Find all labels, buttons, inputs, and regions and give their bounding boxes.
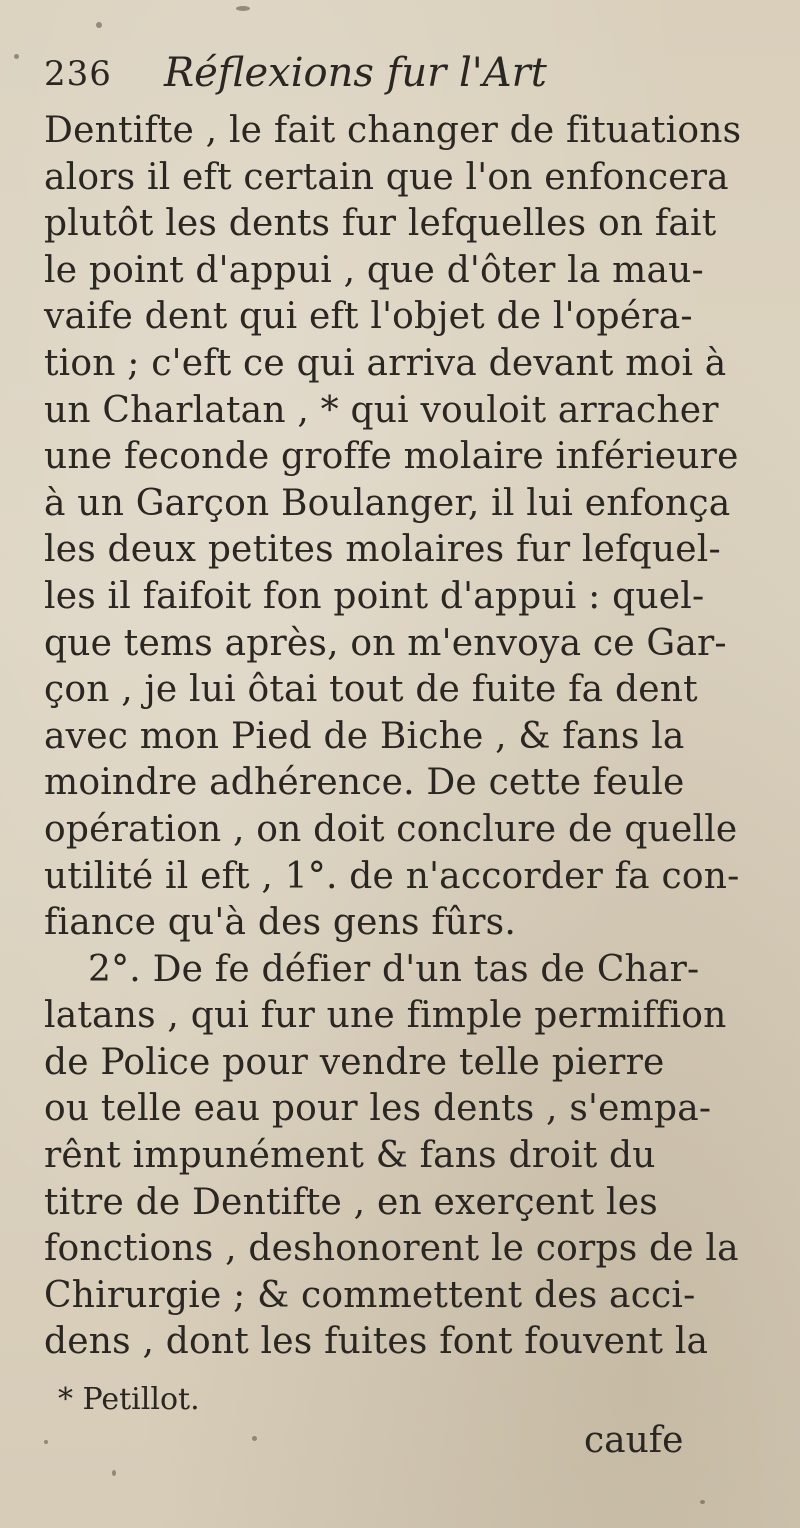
text-line: avec mon Pied de Biche , & fans la xyxy=(44,715,685,757)
text-line: une feconde groffe molaire inférieure xyxy=(44,436,739,478)
text-line: les deux petites molaires fur lefquel- xyxy=(44,529,721,571)
catchword: caufe xyxy=(584,1420,684,1461)
text-line: à un Garçon Boulanger, il lui enfonça xyxy=(44,482,731,524)
text-line: rênt impunément & fans droit du xyxy=(44,1135,656,1177)
running-title: Réflexions fur l'Art xyxy=(164,50,547,96)
ink-speck xyxy=(112,1470,116,1476)
text-line: Dentifte , le fait changer de fituations xyxy=(44,110,742,151)
ink-speck xyxy=(700,1500,705,1504)
text-line: çon , je lui ôtai tout de fuite fa dent xyxy=(44,669,698,711)
ink-speck xyxy=(96,22,102,28)
text-line: utilité il eft , 1°. de n'accorder fa con- xyxy=(44,855,740,897)
ink-speck xyxy=(14,54,19,59)
ink-speck xyxy=(236,6,250,11)
text-line: Chirurgie ; & commettent des acci- xyxy=(44,1274,696,1316)
text-line: 2°. De fe défier d'un tas de Char- xyxy=(88,948,700,990)
text-line: alors il eft certain que l'on enfoncera xyxy=(44,156,729,198)
footnote: * Petillot. xyxy=(58,1382,200,1417)
text-line: que tems après, on m'envoya ce Gar- xyxy=(44,622,727,664)
text-line: plutôt les dents fur lefquelles on fait xyxy=(44,203,717,245)
ink-speck xyxy=(44,1440,48,1444)
text-line: fiance qu'à des gens fûrs. xyxy=(44,902,516,944)
text-line: ou telle eau pour les dents , s'empa- xyxy=(44,1088,712,1130)
text-line: les il faifoit fon point d'appui : quel- xyxy=(44,575,705,617)
text-line: fonctions , deshonorent le corps de la xyxy=(44,1228,739,1270)
text-line: titre de Dentifte , en exerçent les xyxy=(44,1181,658,1223)
body-text xyxy=(44,108,764,1366)
text-line: le point d'appui , que d'ôter la mau- xyxy=(44,249,704,291)
text-line: un Charlatan , * qui vouloit arracher xyxy=(44,389,719,431)
text-line: opération , on doit conclure de quelle xyxy=(44,808,738,850)
ink-speck xyxy=(252,1436,257,1441)
page-number: 236 xyxy=(44,54,112,94)
text-line: tion ; c'eft ce qui arriva devant moi à xyxy=(44,342,727,384)
text-line: latans , qui fur une fimple permiffion xyxy=(44,995,727,1037)
text-line: moindre adhérence. De cette feule xyxy=(44,762,685,804)
text-line: de Police pour vendre telle pierre xyxy=(44,1041,665,1083)
page-header xyxy=(44,50,764,104)
text-line: vaife dent qui eft l'objet de l'opéra- xyxy=(44,296,693,338)
text-line: dens , dont les fuites font fouvent la xyxy=(44,1321,709,1363)
